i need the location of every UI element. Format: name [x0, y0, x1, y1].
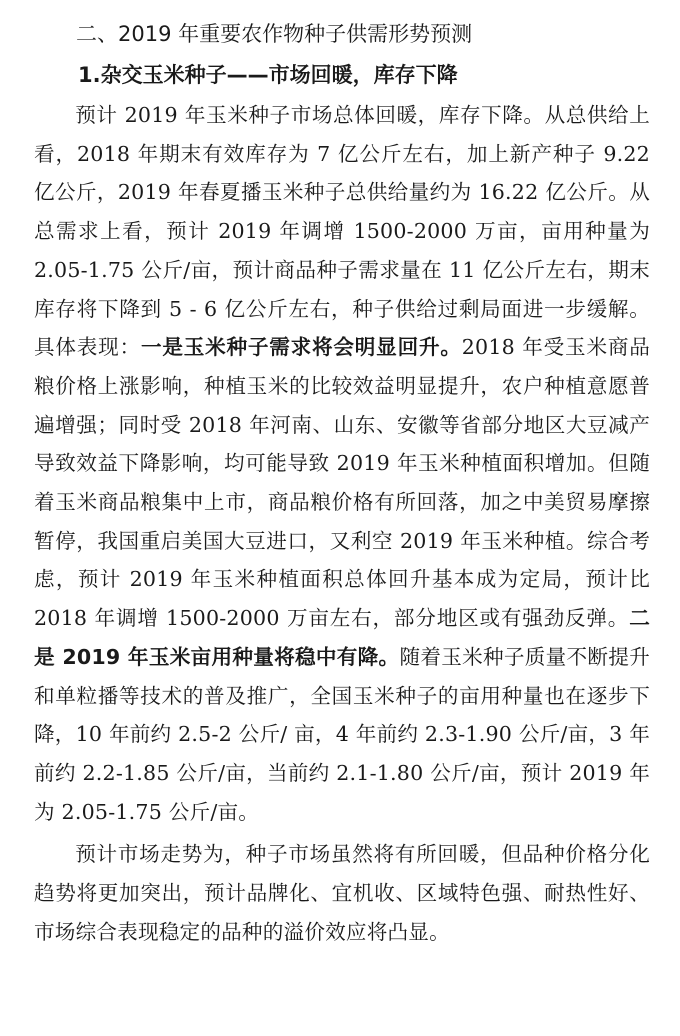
paragraph-text-b: 2018 年受玉米商品粮价格上涨影响，种植玉米的比较效益明显提升，农户种植意愿普遍增强；同时受 2018 年河南、山东、安徽等省部分地区大豆减产导致效益下降影响，均可能导致 2019 年玉米种植面积增加。但随着玉米商品粮集中上市，商品粮价格有所回落，加之中美贸易摩擦暂停，我国重启美国大豆进口，又利空 2019 年玉米种植。综合考虑，预计 2019 年玉米种植面积总体回升基本成为定局，预计比 2018 年调增 1500-2000 万亩左右，部分地区或有强劲反弹。	[34, 335, 651, 631]
sub-heading: 1.杂交玉米种子——市场回暖，库存下降	[78, 63, 458, 87]
section-heading: 二、2019 年重要农作物种子供需形势预测	[76, 22, 473, 46]
paragraph-market-trend: 预计市场走势为，种子市场虽然将有所回暖，但品种价格分化趋势将更加突出，预计品牌化、宜机收、区域特色强、耐热性好、市场综合表现稳定的品种的溢价效应将凸显。	[34, 842, 650, 944]
key-point-two: 二是 2019 年玉米亩用种量将稳中有降。	[34, 606, 650, 669]
paragraph-maize-supply-demand	[34, 96, 650, 831]
key-point-one: 一是玉米种子需求将会明显回升。	[140, 335, 462, 360]
paragraph-text-a: 预计 2019 年玉米种子市场总体回暖，库存下降。从总供给上看，2018 年期末有效库存为 7 亿公斤左右，加上新产种子 9.22 亿公斤，2019 年春夏播玉米种子总供给量约为 16.22 亿公斤。从总需求上看，预计 2019 年调增 1500-2000 万亩，亩用种量为 2.05-1.75 公斤/亩，预计商品种子需求量在 11 亿公斤左右，期末库存将下降到 5 - 6 亿公斤左右，种子供给过剩局面进一步缓解。具体表现：	[34, 103, 650, 360]
paragraph-text-c: 随着玉米种子质量不断提升和单粒播等技术的普及推广，全国玉米种子的亩用种量也在逐步下降，10 年前约 2.5-2 公斤/ 亩，4 年前约 2.3-1.90 公斤/亩，3 年前约 2.2-1.85 公斤/亩，当前约 2.1-1.80 公斤/亩，预计 2019 年为 2.05-1.75 公斤/亩。	[34, 644, 650, 824]
